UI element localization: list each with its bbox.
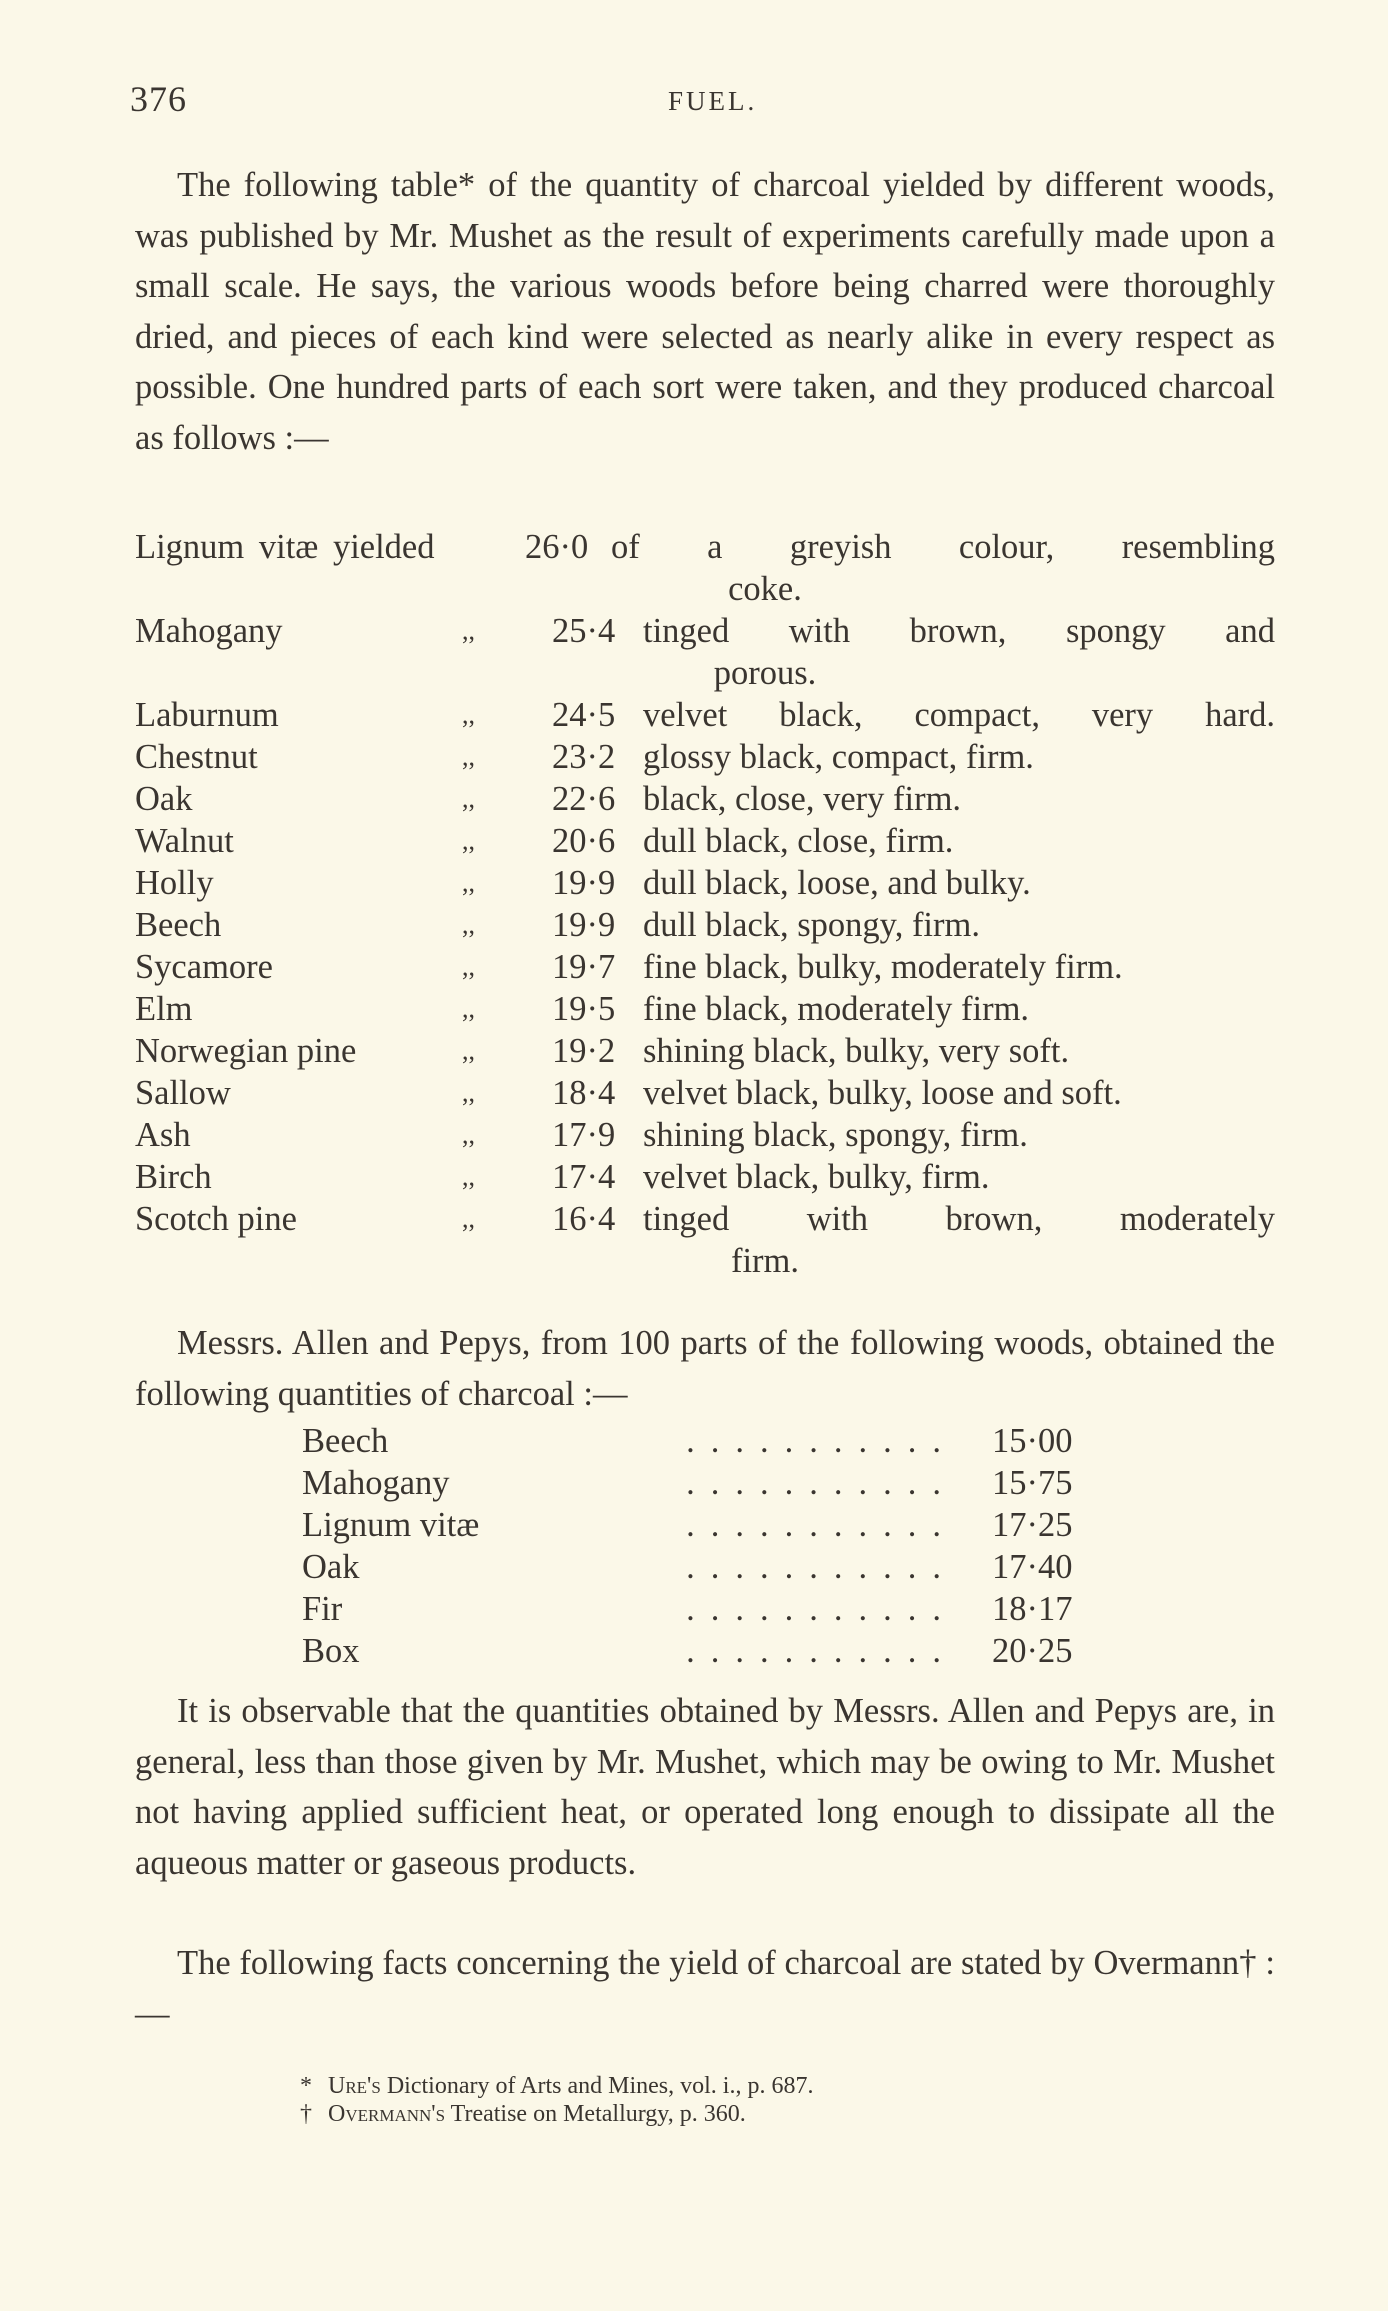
observation-text: It is observable that the quantities obtained by Messrs. Allen and Pepys are, in general, less than those given by Mr. Mushet, which may be owing to Mr. Mushet not having applied sufficient heat, or operated long enough to dissipate all the aqueous matter or gaseous products. [135, 1692, 1275, 1882]
description: dull black, spongy, firm. [643, 906, 980, 944]
ditto-mark: ,, [462, 1204, 475, 1233]
dot-leader: ........... [686, 1464, 957, 1502]
description: shining black, spongy, firm. [643, 1116, 1028, 1154]
table-row [302, 1588, 1102, 1630]
description-continuation: porous. [713, 654, 817, 692]
wood-name: Sallow [135, 1074, 231, 1112]
table-row [135, 820, 1275, 862]
wood-name: Ash [135, 1116, 191, 1154]
table-row [302, 1546, 1102, 1588]
wood-name: Mahogany [135, 612, 283, 650]
wood-name: Sycamore [135, 948, 273, 986]
table-row [135, 1198, 1275, 1282]
ditto-mark: ,, [462, 1120, 475, 1149]
ditto-mark: ,, [462, 1162, 475, 1191]
table-row [302, 1504, 1102, 1546]
table-row [135, 862, 1275, 904]
charcoal-value: 15·00 [992, 1422, 1073, 1460]
ditto-mark: ,, [462, 1078, 475, 1107]
wood-name: Laburnum [135, 696, 279, 734]
ditto-mark: ,, [462, 910, 475, 939]
ditto-mark: ,, [462, 868, 475, 897]
description: velvet black, compact, very hard. [643, 696, 1275, 734]
footnote-mark: † [300, 2101, 312, 2127]
footnote-author: Overmann's [328, 2101, 446, 2127]
charcoal-value: 17·40 [992, 1548, 1073, 1586]
yield-value: 23·2 [552, 738, 616, 776]
charcoal-value: 15·75 [992, 1464, 1073, 1502]
table-row [302, 1630, 1102, 1672]
wood-name: Scotch pine [135, 1200, 297, 1238]
mushet-charcoal-table [135, 526, 1275, 1282]
wood-name: Birch [135, 1158, 212, 1196]
description: velvet black, bulky, loose and soft. [643, 1074, 1122, 1112]
footnotes [300, 2072, 1200, 2128]
wood-name: Walnut [135, 822, 234, 860]
overmann-paragraph [135, 1938, 1275, 2039]
ditto-mark: ,, [462, 784, 475, 813]
dot-leader: ........... [686, 1422, 957, 1460]
ditto-mark: ,, [462, 994, 475, 1023]
wood-name: Chestnut [135, 738, 258, 776]
ditto-mark: ,, [462, 826, 475, 855]
table-row [135, 988, 1275, 1030]
description: dull black, loose, and bulky. [643, 864, 1031, 902]
wood-name: Lignum vitæ yielded [135, 528, 435, 566]
yield-value: 16·4 [552, 1200, 616, 1238]
table-row [135, 946, 1275, 988]
description: fine black, moderately firm. [643, 990, 1030, 1028]
yield-value: 19·9 [552, 864, 616, 902]
wood-name: Lignum vitæ [302, 1504, 485, 1546]
ditto-mark: ,, [462, 1036, 475, 1065]
wood-name: Oak [135, 780, 193, 818]
intro-paragraph [135, 160, 1275, 463]
footnote-author: Ure's [328, 2073, 381, 2099]
dot-leader: ........... [686, 1548, 957, 1586]
table-row [135, 778, 1275, 820]
ditto-mark: ,, [462, 952, 475, 981]
table-row [135, 1156, 1275, 1198]
charcoal-value: 20·25 [992, 1632, 1073, 1670]
description: glossy black, compact, firm. [643, 738, 1034, 776]
wood-name: Norwegian pine [135, 1032, 357, 1070]
observation-paragraph [135, 1686, 1275, 1888]
wood-name: Holly [135, 864, 214, 902]
table-row [135, 1072, 1275, 1114]
table-row [135, 904, 1275, 946]
wood-name: Beech [135, 906, 222, 944]
description: of a greyish colour, resembling [611, 528, 1275, 566]
yield-value: 25·4 [552, 612, 616, 650]
footnote-mark: * [300, 2073, 312, 2099]
yield-value: 17·4 [552, 1158, 616, 1196]
description: velvet black, bulky, firm. [643, 1158, 990, 1196]
running-title: FUEL. [668, 86, 758, 116]
description: tinged with brown, moderately [643, 1200, 1275, 1238]
allen-pepys-paragraph [135, 1318, 1275, 1419]
dot-leader: ........... [686, 1506, 957, 1544]
dot-leader: ........... [686, 1590, 957, 1628]
wood-name: Mahogany [302, 1462, 456, 1504]
allen-pepys-table [302, 1420, 1102, 1672]
yield-value: 17·9 [552, 1116, 616, 1154]
table-row [302, 1462, 1102, 1504]
description-continuation: firm. [730, 1242, 800, 1280]
yield-value: 24·5 [552, 696, 616, 734]
description-continuation: coke. [728, 570, 802, 608]
description: shining black, bulky, very soft. [643, 1032, 1070, 1070]
table-row [135, 736, 1275, 778]
dot-leader: ........... [686, 1632, 957, 1670]
wood-name: Fir [302, 1588, 348, 1630]
footnote [300, 2100, 1200, 2128]
yield-value: 19·7 [552, 948, 616, 986]
footnote-text: Treatise on Metallurgy, p. 360. [450, 2101, 746, 2127]
intro-text: The following table* of the quantity of charcoal yielded by different woods, was published by Mr. Mushet as the result of experiments carefully made upon a small scale. He says, the various woods before being charred were thoroughly dried, and pieces of each kind were selected as nearly alike in every respect as possible. One hundred parts of each sort were taken, and they produced charcoal as follows :— [135, 166, 1275, 457]
ditto-mark: ,, [462, 616, 475, 645]
table-row [135, 1114, 1275, 1156]
footnote-text: Dictionary of Arts and Mines, vol. i., p. 687. [386, 2073, 814, 2099]
wood-name: Elm [135, 990, 193, 1028]
footnote [300, 2072, 1200, 2100]
allen-pepys-text: Messrs. Allen and Pepys, from 100 parts of the following woods, obtained the following quantities of charcoal :— [135, 1324, 1275, 1413]
yield-value: 26·0 [525, 528, 589, 566]
description: fine black, bulky, moderately firm. [643, 948, 1123, 986]
description: tinged with brown, spongy and [643, 612, 1275, 650]
page-number: 376 [130, 79, 187, 119]
yield-value: 19·2 [552, 1032, 616, 1070]
wood-name: Box [302, 1630, 366, 1672]
description: black, close, very firm. [643, 780, 962, 818]
running-head [130, 78, 1290, 128]
description: dull black, close, firm. [643, 822, 954, 860]
table-row [135, 610, 1275, 694]
table-row [135, 1030, 1275, 1072]
yield-value: 19·9 [552, 906, 616, 944]
table-row [302, 1420, 1102, 1462]
charcoal-value: 17·25 [992, 1506, 1073, 1544]
ditto-mark: ,, [462, 700, 475, 729]
yield-value: 19·5 [552, 990, 616, 1028]
table-row [135, 526, 1275, 610]
yield-value: 18·4 [552, 1074, 616, 1112]
yield-value: 22·6 [552, 780, 616, 818]
table-row [135, 694, 1275, 736]
yield-value: 20·6 [552, 822, 616, 860]
ditto-mark: ,, [462, 742, 475, 771]
overmann-text: The following facts concerning the yield of charcoal are stated by Overmann† :— [135, 1944, 1275, 2033]
charcoal-value: 18·17 [992, 1590, 1073, 1628]
wood-name: Beech [302, 1420, 394, 1462]
wood-name: Oak [302, 1546, 365, 1588]
